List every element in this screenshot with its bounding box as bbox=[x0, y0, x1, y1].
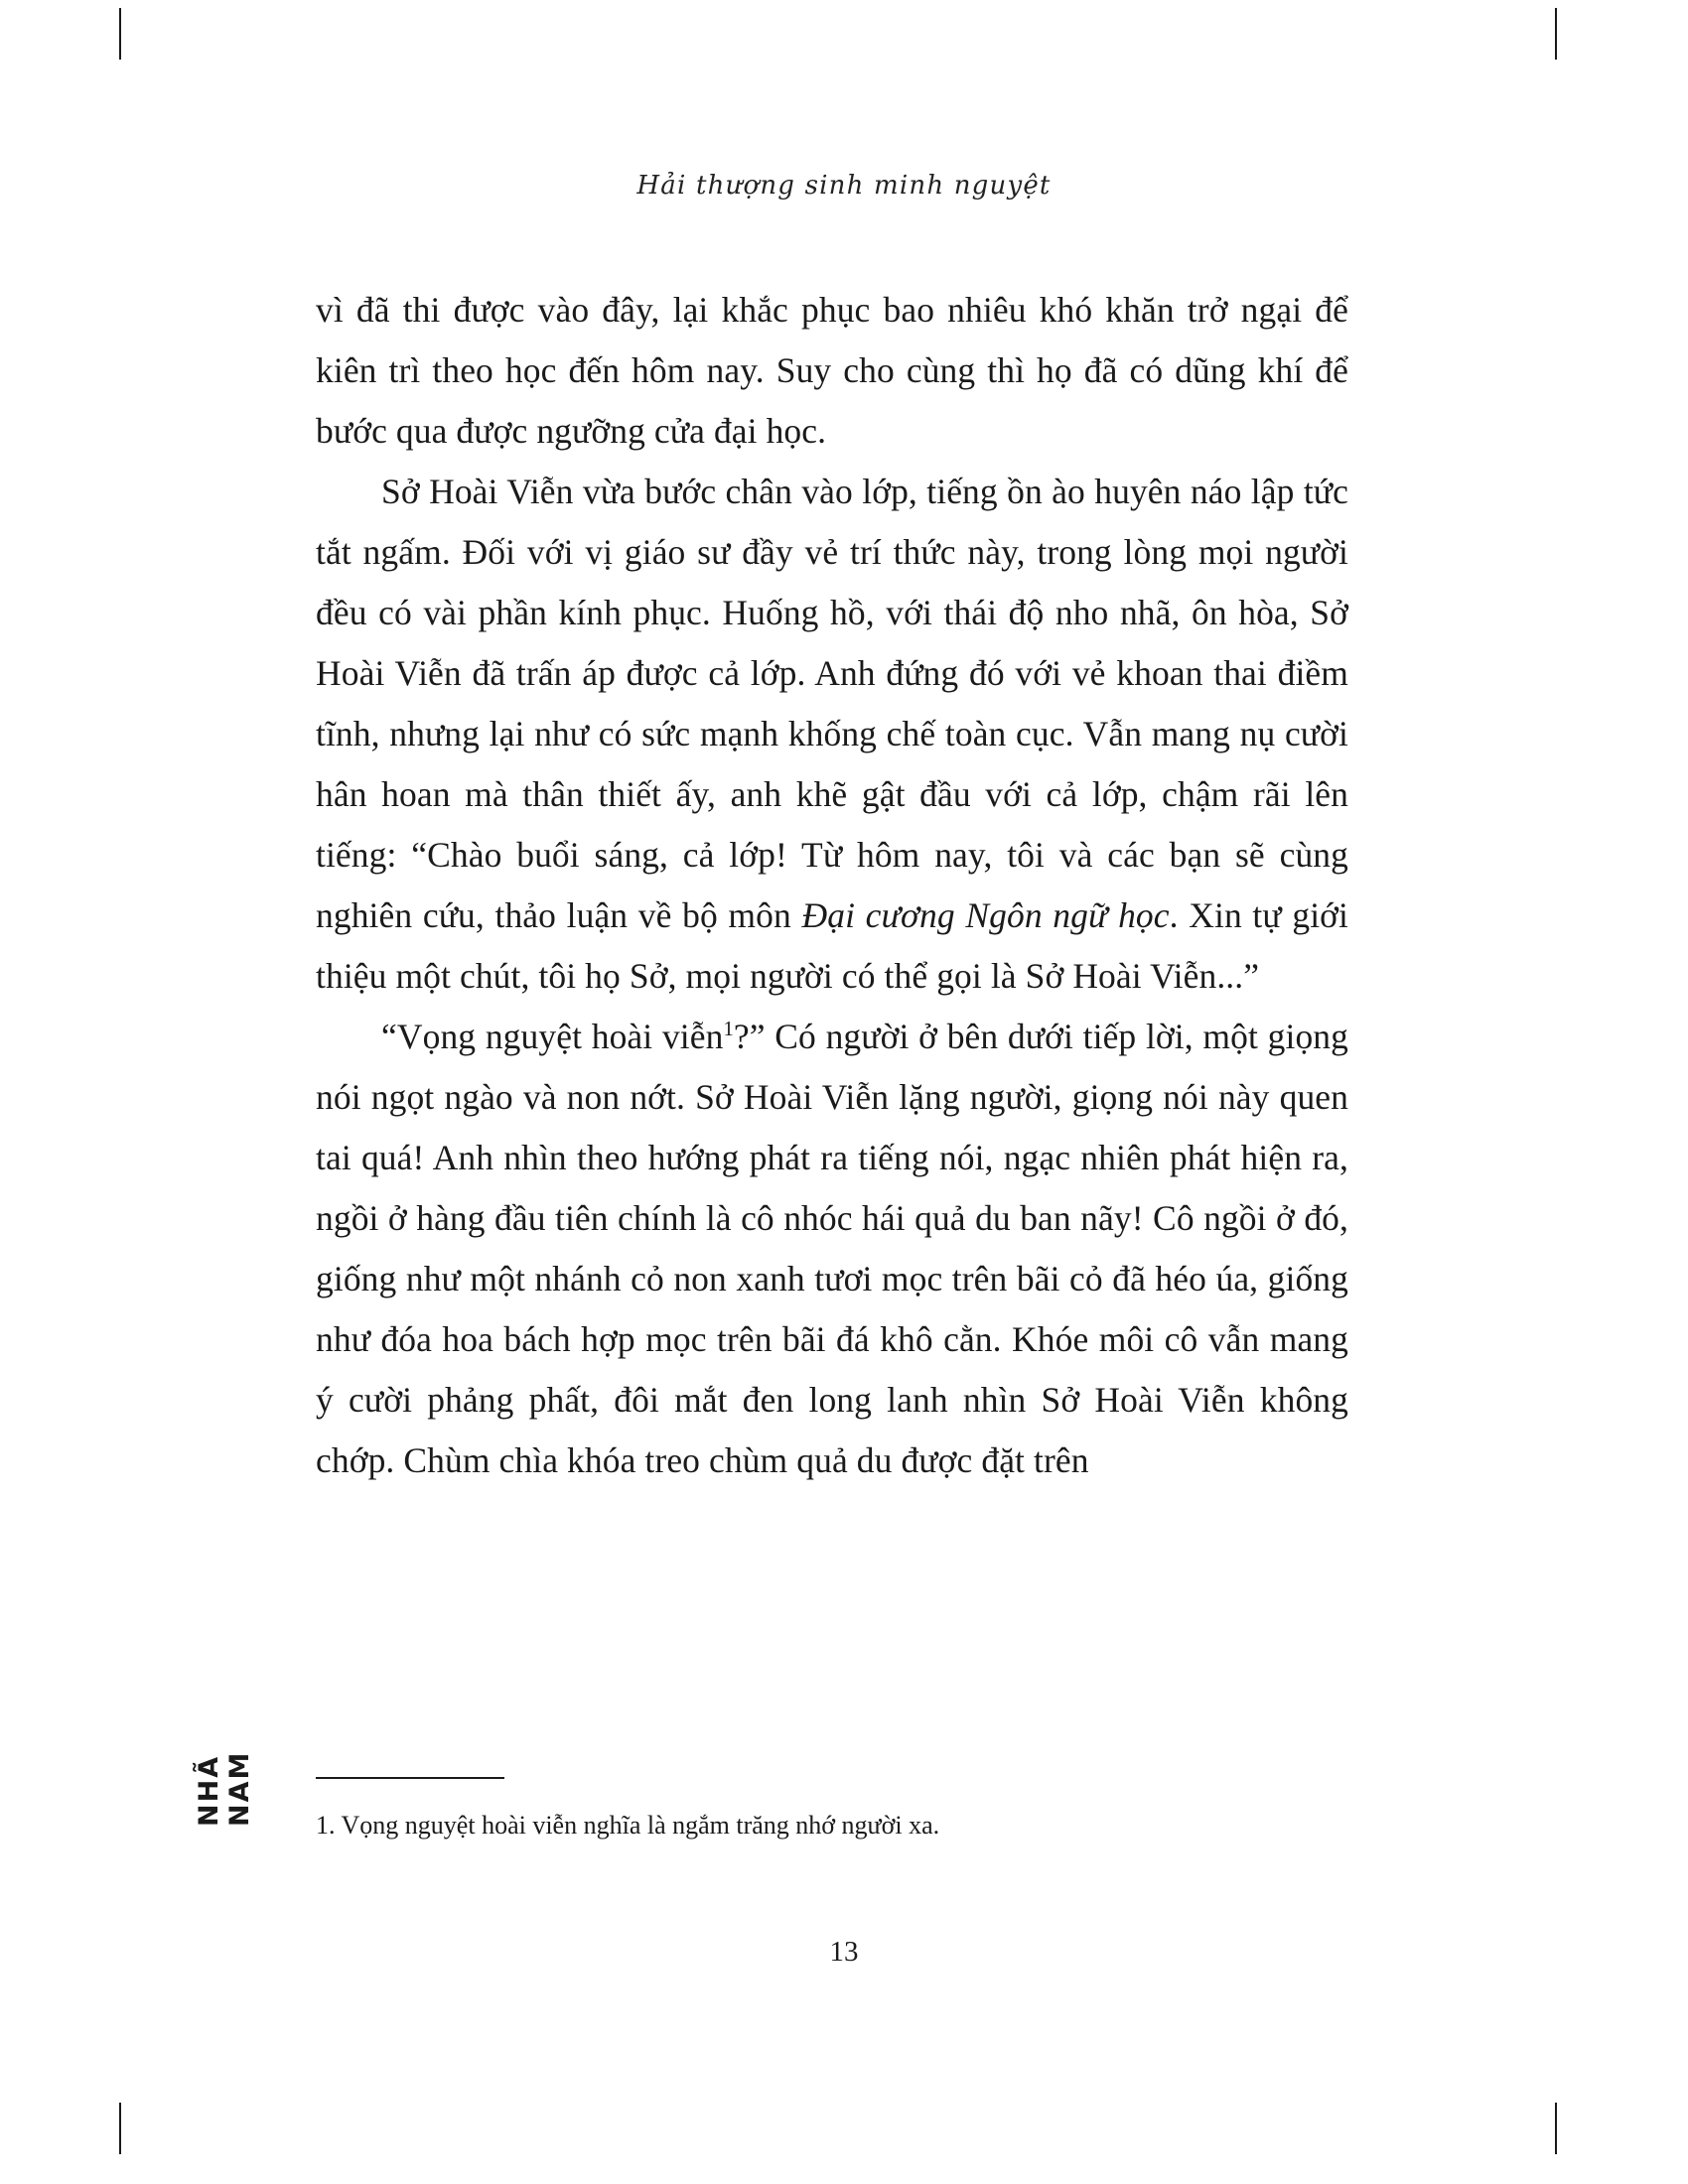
running-head: Hải thượng sinh minh nguyệt bbox=[636, 171, 1052, 201]
paragraph-2-part-2: . Xin tự giới thiệu một chút, tôi họ Sở, mọi người có thể gọi là Sở Hoài Viễn...” bbox=[316, 895, 1349, 996]
body-text bbox=[316, 280, 1348, 1491]
book-title-italic: Đại cương Ngôn ngữ học bbox=[801, 895, 1170, 935]
crop-mark-top-right bbox=[1555, 8, 1557, 60]
footnote-text: 1. Vọng nguyệt hoài viễn nghĩa là ngắm trăng nhớ người xa. bbox=[316, 1811, 940, 1840]
paragraph-2 bbox=[316, 462, 1348, 1007]
crop-mark-top-left bbox=[119, 8, 121, 60]
crop-mark-bottom-right bbox=[1555, 2103, 1557, 2154]
publisher-mark-label: NHÃ NAM bbox=[194, 1750, 255, 1827]
footnote-separator-rule bbox=[316, 1777, 504, 1779]
paragraph-1: vì đã thi được vào đây, lại khắc phục bao nhiêu khó khăn trở ngại để kiên trì theo học đến hôm nay. Suy cho cùng thì họ đã có dũng khí để bước qua được ngưỡng cửa đại học. bbox=[316, 290, 1348, 451]
crop-mark-bottom-left bbox=[119, 2103, 121, 2154]
page-number: 13 bbox=[829, 1936, 859, 1968]
publisher-mark bbox=[195, 1688, 254, 1827]
paragraph-3-part-2: ?” Có người ở bên dưới tiếp lời, một giọng nói ngọt ngào và non nớt. Sở Hoài Viễn lặng người, giọng nói này quen tai quá! Anh nhìn theo hướng phát ra tiếng nói, ngạc nhiên phát hiện ra, ngồi ở hàng đầu tiên chính là cô nhóc hái quả du ban nãy! Cô ngồi ở đó, giống như một nhánh cỏ non xanh tươi mọc trên bãi cỏ đã héo úa, giống như đóa hoa bách hợp mọc trên bãi đá khô cằn. Khóe môi cô vẫn mang ý cười phảng phất, đôi mắt đen long lanh nhìn Sở Hoài Viễn không chớp. Chùm chìa khóa treo chùm quả du được đặt trên bbox=[316, 1017, 1349, 1480]
footnote-reference-marker[interactable]: 1 bbox=[723, 1019, 734, 1041]
paragraph-3-part-1: “Vọng nguyệt hoài viễn bbox=[381, 1017, 724, 1056]
paragraph-3 bbox=[316, 1007, 1348, 1491]
paragraph-2-part-1: Sở Hoài Viễn vừa bước chân vào lớp, tiếng ồn ào huyên náo lập tức tắt ngấm. Đối với vị giáo sư đầy vẻ trí thức này, trong lòng mọi người đều có vài phần kính phục. Huống hồ, với thái độ nho nhã, ôn hòa, Sở Hoài Viễn đã trấn áp được cả lớp. Anh đứng đó với vẻ khoan thai điềm tĩnh, nhưng lại như có sức mạnh khống chế toàn cục. Vẫn mang nụ cười hân hoan mà thân thiết ấy, anh khẽ gật đầu với cả lớp, chậm rãi lên tiếng: “Chào buổi sáng, cả lớp! Từ hôm nay, tôi và các bạn sẽ cùng nghiên cứu, thảo luận về bộ môn bbox=[316, 472, 1348, 935]
